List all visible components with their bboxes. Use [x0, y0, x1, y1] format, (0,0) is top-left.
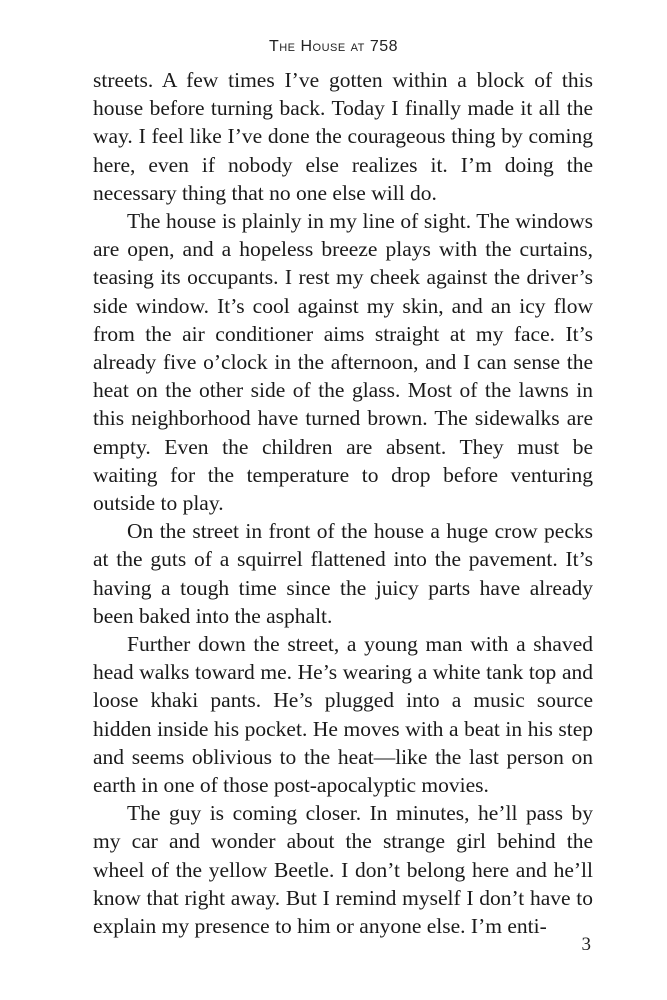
- paragraph-3: On the street in front of the house a huge crow pecks at the guts of a squirrel flattened into the pavement. It’s having a tough time since the juicy parts have already been baked into the asphalt.: [93, 519, 593, 628]
- paragraph-1: streets. A few times I’ve gotten within a block of this house before turning back. Today I finally made it all the way. I feel like I’ve done the courageous thing by coming here, even if nobody else realizes it. I’m doing the necessary thing that no one else will do.: [93, 68, 593, 205]
- paragraph-4: Further down the street, a young man with a shaved head walks toward me. He’s wearing a white tank top and loose khaki pants. He’s plugged into a music source hidden inside his pocket. He moves with a beat in his step and seems oblivious to the heat—like the last person on earth in one of those post-apocalyptic movies.: [93, 632, 593, 798]
- page-number: 3: [581, 934, 591, 955]
- paragraph-2: The house is plainly in my line of sight. The windows are open, and a hopeless breeze plays with the curtains, teasing its occupants. I rest my cheek against the driver’s side window. It’s cool against my skin, and an icy flow from the air conditioner aims straight at my face. It’s already five o’clock in the afternoon, and I can sense the heat on the other side of the glass. Most of the lawns in this neighborhood have turned brown. The sidewalks are empty. Even the children are absent. They must be waiting for the temperature to drop before venturing outside to play.: [93, 209, 593, 516]
- body-text: [93, 66, 593, 940]
- paragraph-5: The guy is coming closer. In minutes, he’ll pass by my car and wonder about the strange girl behind the wheel of the yellow Beetle. I don’t belong here and he’ll know that right away. But I remind myself I don’t have to explain my presence to him or anyone else. I’m enti-: [93, 801, 593, 939]
- running-head: The House at 758: [268, 38, 399, 55]
